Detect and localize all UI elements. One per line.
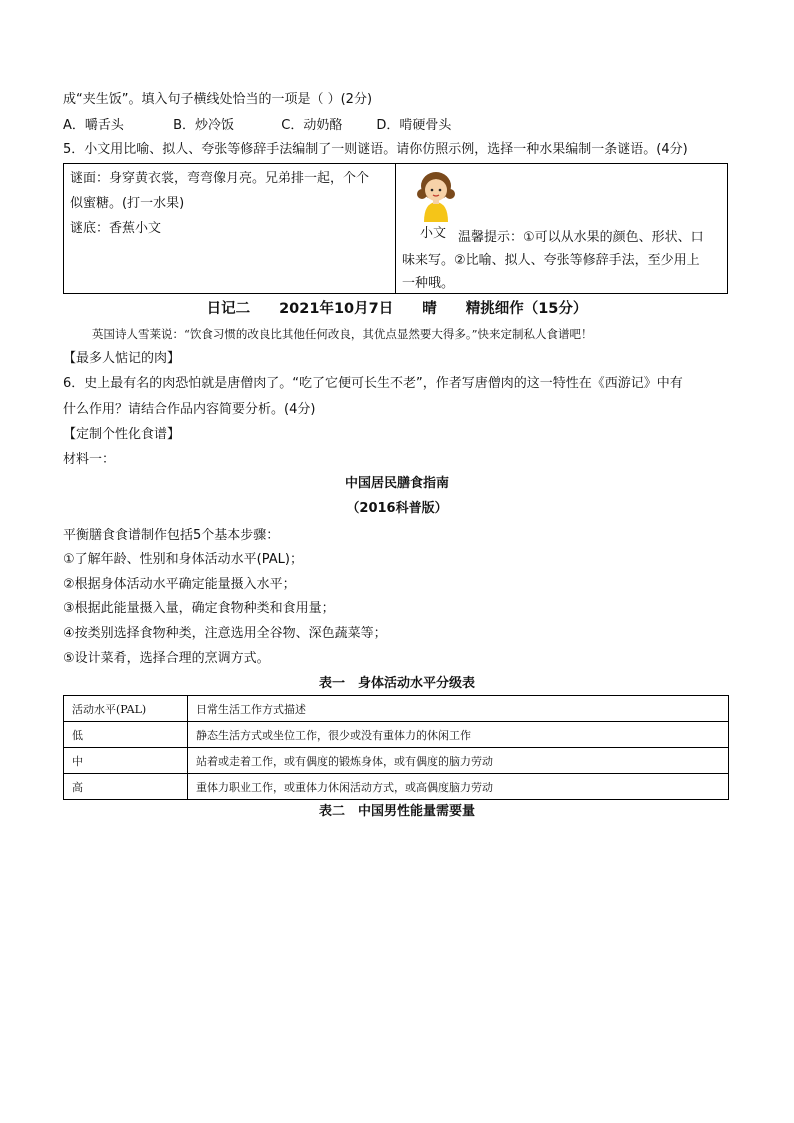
- table-row: [64, 748, 729, 774]
- table-cell-description: 重体力职业工作，或重体力休闲活动方式，或高偶度脑力劳动: [188, 774, 729, 800]
- riddle-line-2: 似蜜糖。(打一水果): [70, 196, 185, 211]
- table-cell-description: 静态生活方式或坐位工作，很少或没有重体力的休闲工作: [188, 722, 729, 748]
- material-1-label: 材料一：: [63, 452, 116, 467]
- shelley-quote: 英国诗人雪莱说：“饮食习惯的改良比其他任何改良，其优点显然要大得多。”快来定制私人食谱吧！: [92, 327, 593, 341]
- guide-step-3: ③根据此能量摄入量，确定食物种类和食用量；: [63, 601, 335, 616]
- q4-option-c[interactable]: C．动奶酪: [281, 118, 343, 133]
- riddle-example: [70, 166, 392, 241]
- table-header-cell: 活动水平(PAL): [64, 696, 188, 722]
- table-header-cell: 日常生活工作方式描述: [188, 696, 729, 722]
- guide-intro: 平衡膳食食谱制作包括5个基本步骤：: [63, 528, 280, 543]
- guide-step-5: ⑤设计菜肴，选择合理的烹调方式。: [63, 651, 270, 666]
- tip-line-2: 味来写。②比喻、拟人、夸张等修辞手法，至少用上: [402, 253, 700, 268]
- tip-line-3: 一种哦。: [402, 276, 455, 291]
- guide-subtitle: （2016科普版）: [346, 501, 448, 516]
- diary2-heading: 日记二 2021年10月7日 晴 精挑细作（15分）: [206, 301, 588, 317]
- q4-option-a[interactable]: A．嚼舌头: [63, 118, 124, 133]
- q4-option-d[interactable]: D．啃硬骨头: [376, 118, 452, 133]
- table-row: [64, 722, 729, 748]
- table-header-row: [64, 696, 729, 722]
- q6-line-2: 什么作用？请结合作品内容简要分析。(4分): [63, 402, 316, 417]
- tip-text: [402, 226, 722, 295]
- riddle-line-1: 谜面：身穿黄衣裳，弯弯像月亮。兄弟排一起，个个: [70, 171, 370, 186]
- table-cell-level: 高: [64, 774, 188, 800]
- guide-step-1: ①了解年龄、性别和身体活动水平(PAL)；: [63, 552, 303, 567]
- table-row: [64, 774, 729, 800]
- table-cell-level: 低: [64, 722, 188, 748]
- guide-title: 中国居民膳食指南: [344, 476, 449, 491]
- riddle-box: [63, 163, 728, 294]
- character-name: 小文: [420, 226, 447, 241]
- q4-intro: 成“夹生饭”。填入句子横线处恰当的一项是（ ）(2分): [63, 92, 373, 107]
- table2-caption: 表二 中国男性能量需要量: [318, 804, 475, 819]
- table-cell-description: 站着或走着工作，或有偶度的锻炼身体，或有偶度的脑力劳动: [188, 748, 729, 774]
- q4-options: [63, 117, 451, 135]
- section-custom-recipe: 【定制个性化食谱】: [63, 427, 181, 442]
- q6-line-1: 6．史上最有名的肉恐怕就是唐僧肉了。“吃了它便可长生不老”，作者写唐僧肉的这一特性在《西游记》中有: [63, 376, 683, 391]
- guide-step-4: ④按类别选择食物种类，注意选用全谷物、深色蔬菜等；: [63, 626, 387, 641]
- tip-line-1: 温馨提示：①可以从水果的颜色、形状、口: [458, 230, 704, 245]
- section-most-missed-meat: 【最多人惦记的肉】: [63, 351, 181, 366]
- riddle-answer: 谜底：香蕉小文: [70, 221, 162, 236]
- q4-option-b[interactable]: B．炒冷饭: [173, 118, 235, 133]
- girl-illustration-icon: [416, 168, 456, 222]
- guide-step-2: ②根据身体活动水平确定能量摄入水平；: [63, 577, 296, 592]
- q5-prompt: 5．小文用比喻、拟人、夸张等修辞手法编制了一则谜语。请你仿照示例，选择一种水果编制一条谜语。(4分): [63, 142, 688, 157]
- table-cell-level: 中: [64, 748, 188, 774]
- activity-level-table: [63, 695, 729, 800]
- table1-caption: 表一 身体活动水平分级表: [318, 676, 475, 691]
- riddle-divider: [395, 164, 396, 293]
